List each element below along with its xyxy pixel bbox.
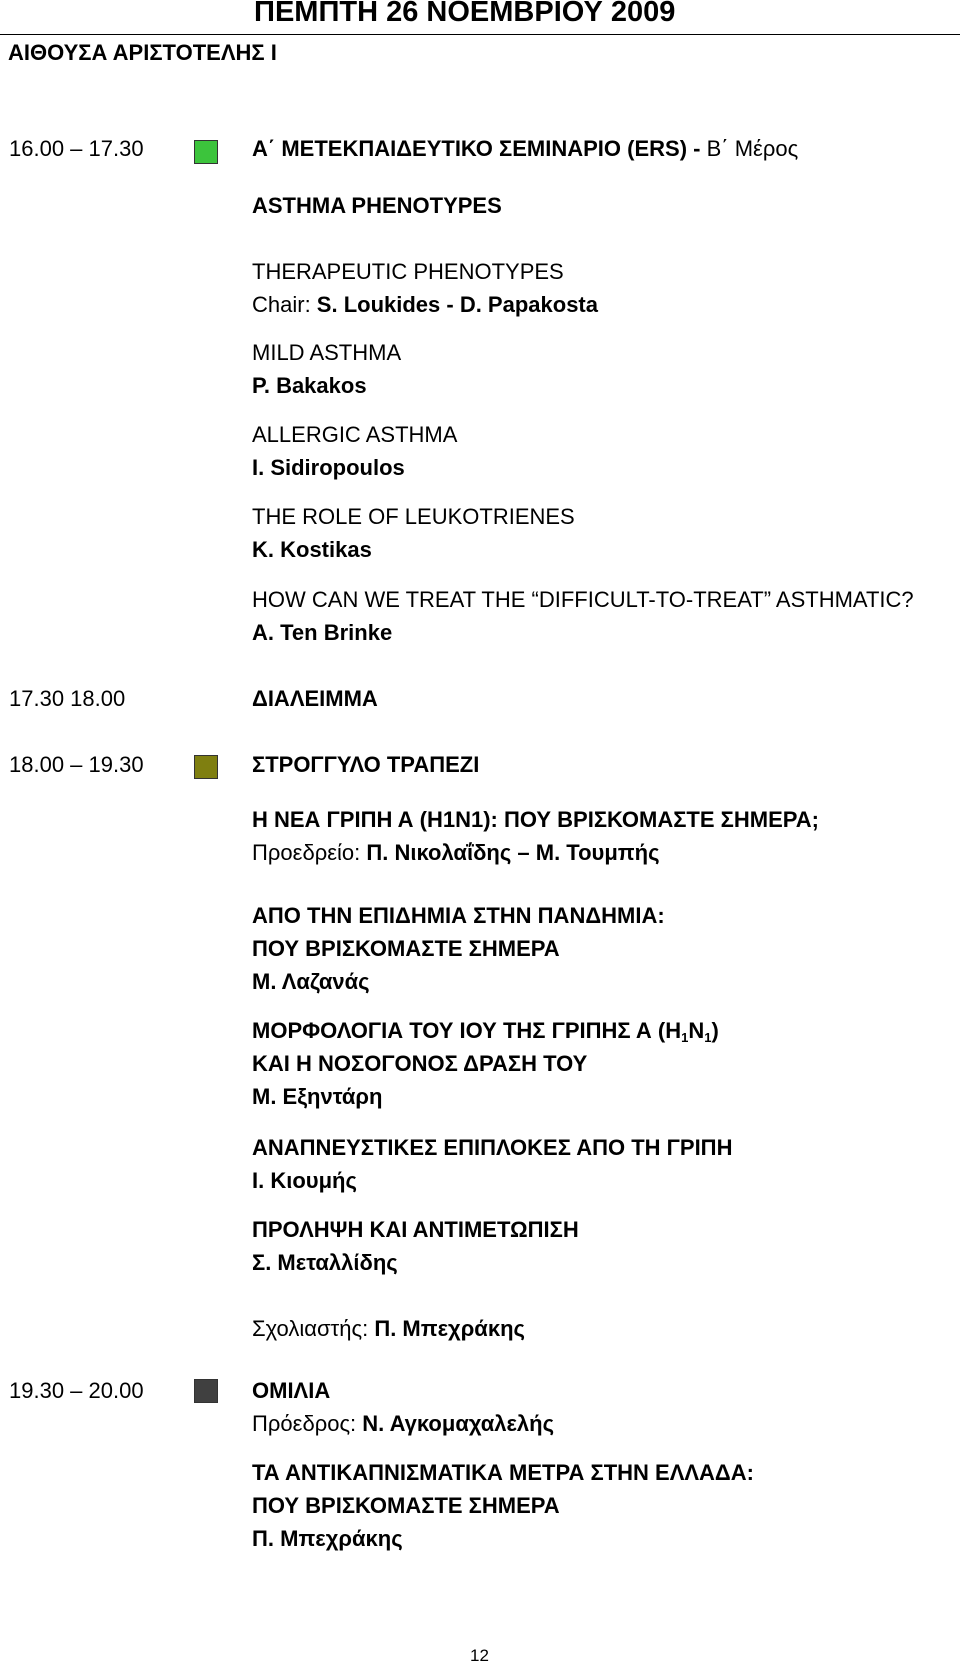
session1-title-suffix: Β΄ Μέρος — [700, 136, 799, 161]
talk-speaker: P. Bakakos — [252, 373, 367, 398]
session3-chair — [252, 1407, 554, 1440]
talk-title: ΑΠΟ ΤΗΝ ΕΠΙΔΗΜΙΑ ΣΤΗΝ ΠΑΝΔΗΜΙΑ: — [252, 903, 665, 928]
talk-title-line2: ΚΑΙ Η ΝΟΣΟΓΟΝΟΣ ΔΡΑΣΗ ΤΟΥ — [252, 1051, 588, 1076]
talk-title: ΠΡΟΛΗΨΗ ΚΑΙ ΑΝΤΙΜΕΤΩΠΙΣΗ — [252, 1217, 579, 1242]
talk-title-part: ) — [711, 1018, 719, 1043]
talk-speaker: Μ. Λαζανάς — [252, 969, 370, 994]
session1-chair-names: S. Loukides - D. Papakosta — [316, 292, 598, 317]
session1-chair — [252, 288, 598, 321]
session3-time: 19.30 – 20.00 — [9, 1378, 144, 1403]
page-date: ΠΕΜΠΤΗ 26 ΝΟΕΜΒΡΙΟΥ 2009 — [254, 0, 676, 28]
session2-time: 18.00 – 19.30 — [9, 752, 144, 777]
header-divider — [0, 34, 960, 35]
talk-speaker: Ι. Κιουμής — [252, 1168, 357, 1193]
talk-title-part: ΜΟΡΦΟΛΟΓΙΑ ΤΟΥ ΙΟΥ ΤΗΣ ΓΡΙΠΗΣ Α (Η — [252, 1018, 682, 1043]
talk-title: THE ROLE OF LEUKOTRIENES — [252, 504, 575, 529]
talk-speaker: Σ. Μεταλλίδης — [252, 1250, 398, 1275]
session2-title: ΣΤΡΟΓΓΥΛΟ ΤΡΑΠΕΖΙ — [252, 752, 480, 777]
talk-speaker: K. Kostikas — [252, 537, 372, 562]
page-number: 12 — [470, 1646, 489, 1665]
talk-speaker: Μ. Εξηντάρη — [252, 1084, 383, 1109]
talk-title: ΤΑ ΑΝΤΙΚΑΠΝΙΣΜΑΤΙΚΑ ΜΕΤΡΑ ΣΤΗΝ ΕΛΛΑΔΑ: — [252, 1460, 754, 1485]
session2-commentator — [252, 1312, 525, 1345]
session1-subtitle: ASTHMA PHENOTYPES — [252, 193, 502, 218]
session1-title — [252, 132, 798, 165]
session1-marker — [194, 140, 218, 164]
session2-chair-names: Π. Νικολαΐδης – Μ. Τουμπής — [366, 840, 660, 865]
session3-marker — [194, 1379, 218, 1403]
session3-chair-label: Πρόεδρος: — [252, 1411, 363, 1436]
break-time: 17.30 18.00 — [9, 686, 126, 711]
talk-speaker: A. Ten Brinke — [252, 620, 393, 645]
session3-chair-name: Ν. Αγκομαχαλελής — [362, 1411, 555, 1436]
talk-speaker: Π. Μπεχράκης — [252, 1526, 403, 1551]
session1-time: 16.00 – 17.30 — [9, 136, 144, 161]
talk-title: MILD ASTHMA — [252, 340, 402, 365]
subscript: 1 — [704, 1030, 712, 1045]
session1-topic: THERAPEUTIC PHENOTYPES — [252, 259, 564, 284]
talk-title: ΑΝΑΠΝΕΥΣΤΙΚΕΣ ΕΠΙΠΛΟΚΕΣ ΑΠΟ ΤΗ ΓΡΙΠΗ — [252, 1135, 733, 1160]
subscript: 1 — [681, 1030, 689, 1045]
session2-chair — [252, 836, 660, 869]
talk-title — [252, 1014, 719, 1047]
session1-chair-label: Chair: — [252, 292, 317, 317]
session3-title: ΟΜΙΛΙΑ — [252, 1378, 331, 1403]
room-name: ΑΙΘΟΥΣΑ ΑΡΙΣΤΟΤΕΛΗΣ Ι — [8, 40, 277, 65]
talk-title-part: Ν — [688, 1018, 705, 1043]
session1-title-main: Α΄ ΜΕΤΕΚΠΑΙΔΕΥΤΙΚΟ ΣΕΜΙΝΑΡΙΟ (ERS) - — [252, 136, 701, 161]
session2-chair-label: Προεδρείο: — [252, 840, 367, 865]
commentator-name: Π. Μπεχράκης — [374, 1316, 525, 1341]
break-label: ΔΙΑΛΕΙΜΜΑ — [252, 686, 378, 711]
talk-title-line2: ΠΟΥ ΒΡΙΣΚΟΜΑΣΤΕ ΣΗΜΕΡΑ — [252, 1493, 560, 1518]
commentator-label: Σχολιαστής: — [252, 1316, 375, 1341]
talk-title-line2: ΠΟΥ ΒΡΙΣΚΟΜΑΣΤΕ ΣΗΜΕΡΑ — [252, 936, 560, 961]
session2-marker — [194, 755, 218, 779]
session2-topic: Η ΝΕΑ ΓΡΙΠΗ Α (Η1Ν1): ΠΟΥ ΒΡΙΣΚΟΜΑΣΤΕ ΣΗΜΕΡΑ; — [252, 807, 820, 832]
talk-title: HOW CAN WE TREAT THE “DIFFICULT-TO-TREAT” ASTHMATIC? — [252, 587, 914, 612]
talk-speaker: I. Sidiropoulos — [252, 455, 405, 480]
talk-title: ALLERGIC ASTHMA — [252, 422, 458, 447]
